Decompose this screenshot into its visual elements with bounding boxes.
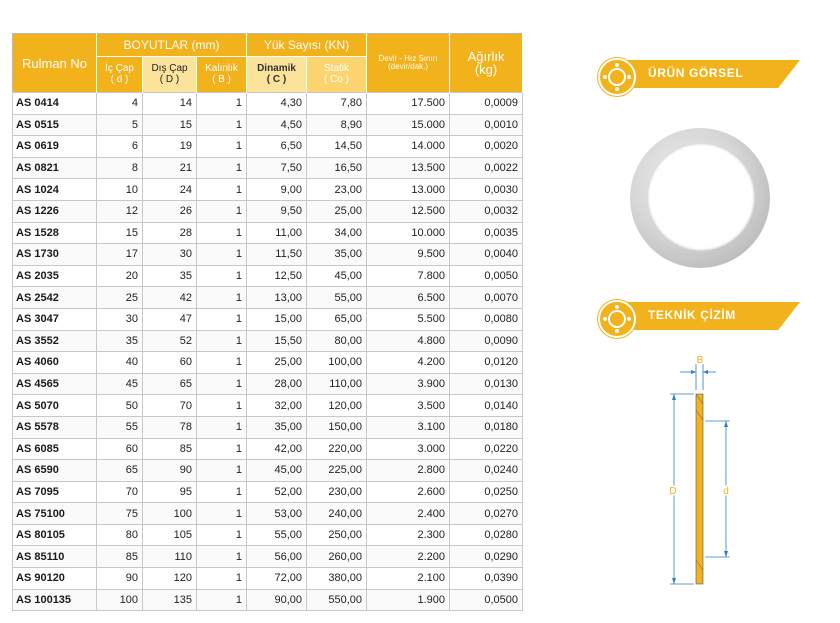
table-row	[13, 330, 523, 352]
cell-kg: 0,0010	[450, 114, 523, 136]
cell-d: 4	[97, 93, 143, 115]
cell-d: 26	[143, 200, 197, 222]
cell-c: 11,00	[247, 222, 307, 244]
cell-rpm: 14.000	[367, 136, 450, 158]
cell-kg: 0,0070	[450, 287, 523, 309]
washer-inner-hole	[647, 143, 755, 251]
header-dinamik-label: Dinamik	[257, 63, 296, 74]
header-rulman-no: Rulman No	[13, 34, 97, 93]
table-row	[13, 136, 523, 158]
cell-b: 1	[197, 179, 247, 201]
cell-c: 7,50	[247, 157, 307, 179]
cell-d: 70	[143, 395, 197, 417]
header-agirlik	[450, 34, 523, 93]
cell-co: 110,00	[307, 373, 367, 395]
cell-kg: 0,0250	[450, 481, 523, 503]
cell-co: 7,80	[307, 93, 367, 115]
header-statik-label: Statik	[324, 63, 350, 74]
cell-d: 90	[97, 568, 143, 590]
header-dinamik	[247, 57, 307, 93]
cell-kg: 0,0130	[450, 373, 523, 395]
cell-c: 25,00	[247, 352, 307, 374]
cell-d: 70	[97, 481, 143, 503]
bearing-ball	[615, 63, 619, 67]
cell-b: 1	[197, 330, 247, 352]
cell-rpm: 15.000	[367, 114, 450, 136]
cell-co: 225,00	[307, 460, 367, 482]
cell-c: 35,00	[247, 416, 307, 438]
cell-code: AS 1528	[13, 222, 97, 244]
header-dis-cap-label: Dış Çap	[151, 63, 188, 74]
cell-c: 12,50	[247, 265, 307, 287]
cell-b: 1	[197, 460, 247, 482]
cell-d: 50	[97, 395, 143, 417]
cell-rpm: 2.100	[367, 568, 450, 590]
cell-d: 47	[143, 308, 197, 330]
cell-c: 15,50	[247, 330, 307, 352]
bearing-inner-ring	[608, 68, 626, 86]
cell-rpm: 13.000	[367, 179, 450, 201]
cell-kg: 0,0240	[450, 460, 523, 482]
table-row	[13, 373, 523, 395]
cell-kg: 0,0140	[450, 395, 523, 417]
table-row	[13, 568, 523, 590]
cell-c: 13,00	[247, 287, 307, 309]
header-boyutlar: BOYUTLAR (mm)	[97, 34, 247, 57]
cell-co: 16,50	[307, 157, 367, 179]
cell-co: 260,00	[307, 546, 367, 568]
d-outer-arrow	[672, 578, 676, 584]
table-row	[13, 222, 523, 244]
cell-d: 35	[143, 265, 197, 287]
header-kalinlik	[197, 57, 247, 93]
cell-b: 1	[197, 589, 247, 611]
technical-drawing	[650, 350, 760, 590]
table-row	[13, 460, 523, 482]
cell-d: 90	[143, 460, 197, 482]
cell-d: 60	[97, 438, 143, 460]
table-body	[13, 93, 523, 611]
cell-code: AS 3552	[13, 330, 97, 352]
cell-c: 11,50	[247, 244, 307, 266]
cell-kg: 0,0120	[450, 352, 523, 374]
cell-rpm: 3.100	[367, 416, 450, 438]
cell-d: 24	[143, 179, 197, 201]
cell-rpm: 2.600	[367, 481, 450, 503]
cell-rpm: 12.500	[367, 200, 450, 222]
cell-kg: 0,0035	[450, 222, 523, 244]
cell-b: 1	[197, 352, 247, 374]
cell-c: 32,00	[247, 395, 307, 417]
product-image-banner	[598, 58, 803, 94]
cell-code: AS 6085	[13, 438, 97, 460]
cell-d: 52	[143, 330, 197, 352]
cell-rpm: 3.500	[367, 395, 450, 417]
cell-code: AS 3047	[13, 308, 97, 330]
cell-d: 15	[143, 114, 197, 136]
cell-code: AS 4060	[13, 352, 97, 374]
header-dinamik-symbol: ( C )	[266, 73, 287, 85]
cell-d: 78	[143, 416, 197, 438]
header-devir	[367, 34, 450, 93]
cell-kg: 0,0020	[450, 136, 523, 158]
label-big-d: D	[669, 486, 677, 497]
cell-b: 1	[197, 481, 247, 503]
table-row	[13, 179, 523, 201]
table-row	[13, 481, 523, 503]
bearing-spec-table	[12, 33, 523, 611]
bearing-ball	[615, 305, 619, 309]
table-row	[13, 308, 523, 330]
cell-kg: 0,0220	[450, 438, 523, 460]
cell-code: AS 0414	[13, 93, 97, 115]
cell-kg: 0,0500	[450, 589, 523, 611]
cell-code: AS 2542	[13, 287, 97, 309]
header-kalinlik-label: Kalınlık	[205, 63, 238, 74]
cell-kg: 0,0080	[450, 308, 523, 330]
cell-d: 17	[97, 244, 143, 266]
cell-b: 1	[197, 395, 247, 417]
header-kalinlik-symbol: ( B )	[212, 73, 231, 85]
table-row	[13, 287, 523, 309]
cell-d: 8	[97, 157, 143, 179]
cell-d: 40	[97, 352, 143, 374]
table-row	[13, 244, 523, 266]
cell-b: 1	[197, 287, 247, 309]
bearing-icon	[598, 300, 636, 338]
cell-code: AS 4565	[13, 373, 97, 395]
cell-b: 1	[197, 416, 247, 438]
header-ic-cap-symbol: ( d )	[110, 73, 129, 85]
cell-co: 150,00	[307, 416, 367, 438]
header-agirlik-label: Ağırlık	[467, 49, 505, 64]
bearing-icon	[598, 58, 636, 96]
table-row	[13, 438, 523, 460]
cell-co: 45,00	[307, 265, 367, 287]
cell-d: 20	[97, 265, 143, 287]
cell-code: AS 1226	[13, 200, 97, 222]
cell-d: 110	[143, 546, 197, 568]
cell-b: 1	[197, 114, 247, 136]
cell-code: AS 7095	[13, 481, 97, 503]
cell-rpm: 7.800	[367, 265, 450, 287]
table-row	[13, 589, 523, 611]
cell-d: 80	[97, 524, 143, 546]
cell-co: 250,00	[307, 524, 367, 546]
cell-code: AS 75100	[13, 503, 97, 525]
cell-d: 42	[143, 287, 197, 309]
cell-code: AS 1024	[13, 179, 97, 201]
cell-code: AS 5578	[13, 416, 97, 438]
washer-section	[696, 394, 703, 584]
table-row	[13, 265, 523, 287]
cell-c: 4,50	[247, 114, 307, 136]
cell-b: 1	[197, 222, 247, 244]
cell-co: 14,50	[307, 136, 367, 158]
cell-d: 45	[97, 373, 143, 395]
cell-kg: 0,0390	[450, 568, 523, 590]
cell-d: 12	[97, 200, 143, 222]
table-row	[13, 503, 523, 525]
cell-d: 105	[143, 524, 197, 546]
header-dis-cap-symbol: ( D )	[159, 73, 180, 85]
cell-d: 6	[97, 136, 143, 158]
cell-d: 55	[97, 416, 143, 438]
header-statik	[307, 57, 367, 93]
cell-rpm: 2.200	[367, 546, 450, 568]
cell-b: 1	[197, 136, 247, 158]
cell-code: AS 100135	[13, 589, 97, 611]
header-devir-label: Devir - Hız Sınırı	[378, 53, 438, 63]
cell-code: AS 5070	[13, 395, 97, 417]
cell-c: 52,00	[247, 481, 307, 503]
cell-co: 80,00	[307, 330, 367, 352]
cell-co: 120,00	[307, 395, 367, 417]
cell-rpm: 2.800	[367, 460, 450, 482]
cell-co: 65,00	[307, 308, 367, 330]
technical-drawing-banner	[598, 300, 803, 336]
cell-d: 95	[143, 481, 197, 503]
table-row	[13, 546, 523, 568]
cell-d: 30	[97, 308, 143, 330]
cell-code: AS 80105	[13, 524, 97, 546]
cell-co: 55,00	[307, 287, 367, 309]
cell-co: 25,00	[307, 200, 367, 222]
table-row	[13, 395, 523, 417]
cell-b: 1	[197, 373, 247, 395]
cell-c: 9,00	[247, 179, 307, 201]
bearing-inner-ring	[608, 310, 626, 328]
bearing-ball	[627, 317, 631, 321]
cell-kg: 0,0022	[450, 157, 523, 179]
cell-co: 240,00	[307, 503, 367, 525]
cell-rpm: 2.400	[367, 503, 450, 525]
cell-c: 53,00	[247, 503, 307, 525]
header-statik-symbol: ( Co )	[324, 73, 350, 85]
cell-rpm: 4.200	[367, 352, 450, 374]
cell-d: 30	[143, 244, 197, 266]
cell-d: 14	[143, 93, 197, 115]
cell-d: 85	[143, 438, 197, 460]
cell-c: 42,00	[247, 438, 307, 460]
cell-kg: 0,0050	[450, 265, 523, 287]
cell-c: 15,00	[247, 308, 307, 330]
cell-d: 5	[97, 114, 143, 136]
d-inner-arrow	[724, 551, 728, 557]
cell-kg: 0,0032	[450, 200, 523, 222]
cell-co: 220,00	[307, 438, 367, 460]
cell-d: 85	[97, 546, 143, 568]
cell-d: 65	[97, 460, 143, 482]
cell-b: 1	[197, 93, 247, 115]
table-row	[13, 416, 523, 438]
bearing-ball	[615, 329, 619, 333]
cell-c: 55,00	[247, 524, 307, 546]
table-row	[13, 157, 523, 179]
cell-d: 25	[97, 287, 143, 309]
cell-rpm: 2.300	[367, 524, 450, 546]
cell-kg: 0,0290	[450, 546, 523, 568]
cell-rpm: 3.900	[367, 373, 450, 395]
bearing-ball	[627, 75, 631, 79]
cell-co: 23,00	[307, 179, 367, 201]
cell-co: 550,00	[307, 589, 367, 611]
cell-co: 34,00	[307, 222, 367, 244]
cell-b: 1	[197, 157, 247, 179]
bearing-ball	[603, 75, 607, 79]
table-row	[13, 524, 523, 546]
header-ic-cap	[97, 57, 143, 93]
technical-drawing-title: TEKNİK ÇİZİM	[648, 308, 736, 322]
bearing-ball	[603, 317, 607, 321]
cell-c: 28,00	[247, 373, 307, 395]
cell-d: 120	[143, 568, 197, 590]
cell-rpm: 17.500	[367, 93, 450, 115]
cell-d: 21	[143, 157, 197, 179]
cell-rpm: 6.500	[367, 287, 450, 309]
cell-c: 9,50	[247, 200, 307, 222]
cell-code: AS 2035	[13, 265, 97, 287]
cell-d: 10	[97, 179, 143, 201]
cell-kg: 0,0040	[450, 244, 523, 266]
cell-kg: 0,0009	[450, 93, 523, 115]
cell-b: 1	[197, 503, 247, 525]
cell-co: 230,00	[307, 481, 367, 503]
cell-rpm: 10.000	[367, 222, 450, 244]
cell-d: 135	[143, 589, 197, 611]
cell-code: AS 90120	[13, 568, 97, 590]
cell-d: 28	[143, 222, 197, 244]
table-row	[13, 200, 523, 222]
d-inner-arrow	[724, 421, 728, 427]
cell-rpm: 5.500	[367, 308, 450, 330]
table-row	[13, 114, 523, 136]
cell-code: AS 0515	[13, 114, 97, 136]
cell-code: AS 0821	[13, 157, 97, 179]
cell-code: AS 0619	[13, 136, 97, 158]
cell-rpm: 1.900	[367, 589, 450, 611]
cell-rpm: 13.500	[367, 157, 450, 179]
header-ic-cap-label: İç Çap	[105, 63, 134, 74]
product-washer-image	[630, 128, 770, 268]
cell-code: AS 1730	[13, 244, 97, 266]
cell-d: 100	[143, 503, 197, 525]
cell-co: 380,00	[307, 568, 367, 590]
cell-code: AS 85110	[13, 546, 97, 568]
cell-d: 15	[97, 222, 143, 244]
header-dis-cap	[143, 57, 197, 93]
cell-b: 1	[197, 524, 247, 546]
table-row	[13, 93, 523, 115]
cell-b: 1	[197, 546, 247, 568]
cell-c: 6,50	[247, 136, 307, 158]
cell-b: 1	[197, 568, 247, 590]
cell-c: 45,00	[247, 460, 307, 482]
cell-d: 75	[97, 503, 143, 525]
cell-kg: 0,0180	[450, 416, 523, 438]
header-devir-unit: (devir/dak.)	[388, 62, 429, 71]
cell-c: 90,00	[247, 589, 307, 611]
cell-d: 35	[97, 330, 143, 352]
cell-co: 35,00	[307, 244, 367, 266]
product-image-title: ÜRÜN GÖRSEL	[648, 66, 744, 80]
header-yuk-sayisi: Yük Sayısı (KN)	[247, 34, 367, 57]
cell-b: 1	[197, 308, 247, 330]
cell-rpm: 4.800	[367, 330, 450, 352]
cell-d: 60	[143, 352, 197, 374]
cell-b: 1	[197, 244, 247, 266]
cell-b: 1	[197, 438, 247, 460]
cell-b: 1	[197, 265, 247, 287]
label-small-d: d	[723, 486, 729, 497]
d-outer-arrow	[672, 394, 676, 400]
b-arrow	[703, 370, 708, 374]
cell-c: 56,00	[247, 546, 307, 568]
cell-b: 1	[197, 200, 247, 222]
cell-co: 8,90	[307, 114, 367, 136]
cell-d: 19	[143, 136, 197, 158]
table-row	[13, 352, 523, 374]
bearing-ball	[615, 87, 619, 91]
cell-rpm: 3.000	[367, 438, 450, 460]
b-arrow	[691, 370, 696, 374]
cell-rpm: 9.500	[367, 244, 450, 266]
header-agirlik-unit: (kg)	[474, 62, 498, 77]
cell-d: 65	[143, 373, 197, 395]
cell-kg: 0,0030	[450, 179, 523, 201]
cell-code: AS 6590	[13, 460, 97, 482]
cell-co: 100,00	[307, 352, 367, 374]
cell-c: 4,30	[247, 93, 307, 115]
cell-kg: 0,0090	[450, 330, 523, 352]
cell-kg: 0,0270	[450, 503, 523, 525]
cell-d: 100	[97, 589, 143, 611]
label-b: B	[696, 355, 704, 366]
cell-kg: 0,0280	[450, 524, 523, 546]
cell-c: 72,00	[247, 568, 307, 590]
